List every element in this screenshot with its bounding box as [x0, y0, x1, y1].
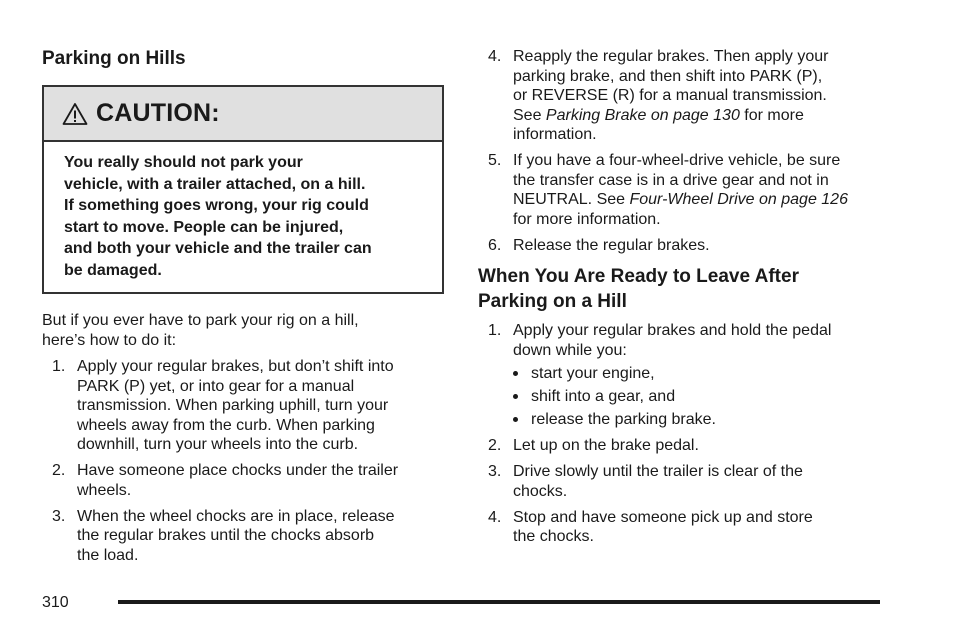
step-number: 6. [488, 236, 502, 254]
list-item [478, 508, 831, 547]
step-line: down while you: [513, 341, 627, 359]
step-line: Stop and have someone pick up and store [513, 508, 813, 526]
step-line: for more information. [513, 210, 661, 228]
list-item [478, 47, 848, 145]
step-line: When the wheel chocks are in place, release [77, 507, 395, 525]
caution-line: and both your vehicle and the trailer can [64, 240, 372, 257]
step-number: 3. [488, 463, 502, 480]
list-item [42, 461, 444, 500]
step-line: information. [513, 126, 597, 143]
step-line: parking brake, and then shift into PARK (P), [513, 67, 823, 85]
warning-triangle-icon [62, 102, 88, 126]
step-line: Apply your regular brakes and hold the pedal [513, 322, 832, 339]
list-item [42, 507, 444, 566]
intro-paragraph [42, 311, 359, 350]
intro-line: But if you ever have to park your rig on a hill, [42, 312, 359, 329]
step-line: If you have a four-wheel-drive vehicle, be sure [513, 152, 841, 169]
step-line: Drive slowly until the trailer is clear of the [513, 463, 803, 480]
list-item [478, 151, 848, 229]
heading-line: Parking on a Hill [478, 291, 627, 312]
bullet-item: shift into a gear, and [513, 387, 831, 407]
page-reference-link[interactable]: Four-Wheel Drive on page 126 [629, 191, 848, 208]
caution-line: start to move. People can be injured, [64, 218, 344, 236]
step-number: 4. [488, 508, 502, 526]
footer-rule [118, 600, 880, 604]
bullet-item: release the parking brake. [513, 410, 831, 430]
caution-line: be damaged. [64, 261, 162, 279]
page-number: 310 [42, 594, 69, 611]
caution-box [42, 85, 444, 294]
parking-steps-continued-list [478, 47, 848, 262]
step-line [513, 106, 848, 126]
bullet-list [513, 364, 831, 430]
step-text: for more [739, 106, 804, 124]
step-line: downhill, turn your wheels into the curb. [77, 436, 359, 453]
intro-line: here’s how to do it: [42, 331, 177, 349]
section-heading-ready-to-leave [478, 264, 799, 314]
caution-line: vehicle, with a trailer attached, on a hill. [64, 175, 366, 193]
caution-text [44, 142, 442, 281]
step-number: 1. [52, 358, 66, 375]
step-line: Apply your regular brakes, but don’t shift into [77, 358, 394, 375]
step-line: transmission. When parking uphill, turn your [77, 397, 389, 414]
step-line: Have someone place chocks under the trailer [77, 462, 399, 479]
step-line: the regular brakes until the chocks absorb [77, 527, 375, 544]
bullet-item: start your engine, [513, 364, 831, 384]
step-number: 5. [488, 152, 502, 169]
step-line: wheels. [77, 481, 132, 499]
step-number: 1. [488, 322, 502, 339]
step-number: 2. [52, 462, 66, 479]
leaving-steps-list [478, 321, 831, 553]
step-line: PARK (P) yet, or into gear for a manual [77, 377, 355, 395]
step-line: the load. [77, 546, 139, 564]
step-line [513, 190, 848, 210]
step-line: Let up on the brake pedal. [513, 437, 699, 454]
caution-title: CAUTION: [96, 99, 220, 127]
list-item [478, 321, 831, 430]
step-line: the chocks. [513, 528, 594, 545]
step-number: 3. [52, 507, 66, 525]
step-number: 4. [488, 48, 502, 65]
list-item [478, 436, 831, 456]
step-text: See [513, 106, 546, 124]
caution-header [44, 87, 442, 142]
step-line: or REVERSE (R) for a manual transmission. [513, 87, 827, 104]
step-line: Reapply the regular brakes. Then apply your [513, 48, 829, 65]
step-line: chocks. [513, 482, 568, 500]
step-text: NEUTRAL. See [513, 191, 630, 208]
step-line: Release the regular brakes. [513, 236, 710, 254]
caution-line: You really should not park your [64, 154, 303, 171]
step-line: the transfer case is in a drive gear and not in [513, 171, 829, 189]
section-heading-parking-on-hills: Parking on Hills [42, 48, 186, 69]
heading-line: When You Are Ready to Leave After [478, 266, 799, 287]
list-item [478, 462, 831, 501]
page-reference-link[interactable]: Parking Brake on page 130 [545, 106, 740, 124]
step-number: 2. [488, 437, 502, 454]
caution-line: If something goes wrong, your rig could [64, 197, 369, 214]
parking-steps-list [42, 357, 444, 572]
step-line: wheels away from the curb. When parking [77, 416, 375, 434]
list-item [42, 357, 444, 455]
list-item [478, 236, 848, 256]
